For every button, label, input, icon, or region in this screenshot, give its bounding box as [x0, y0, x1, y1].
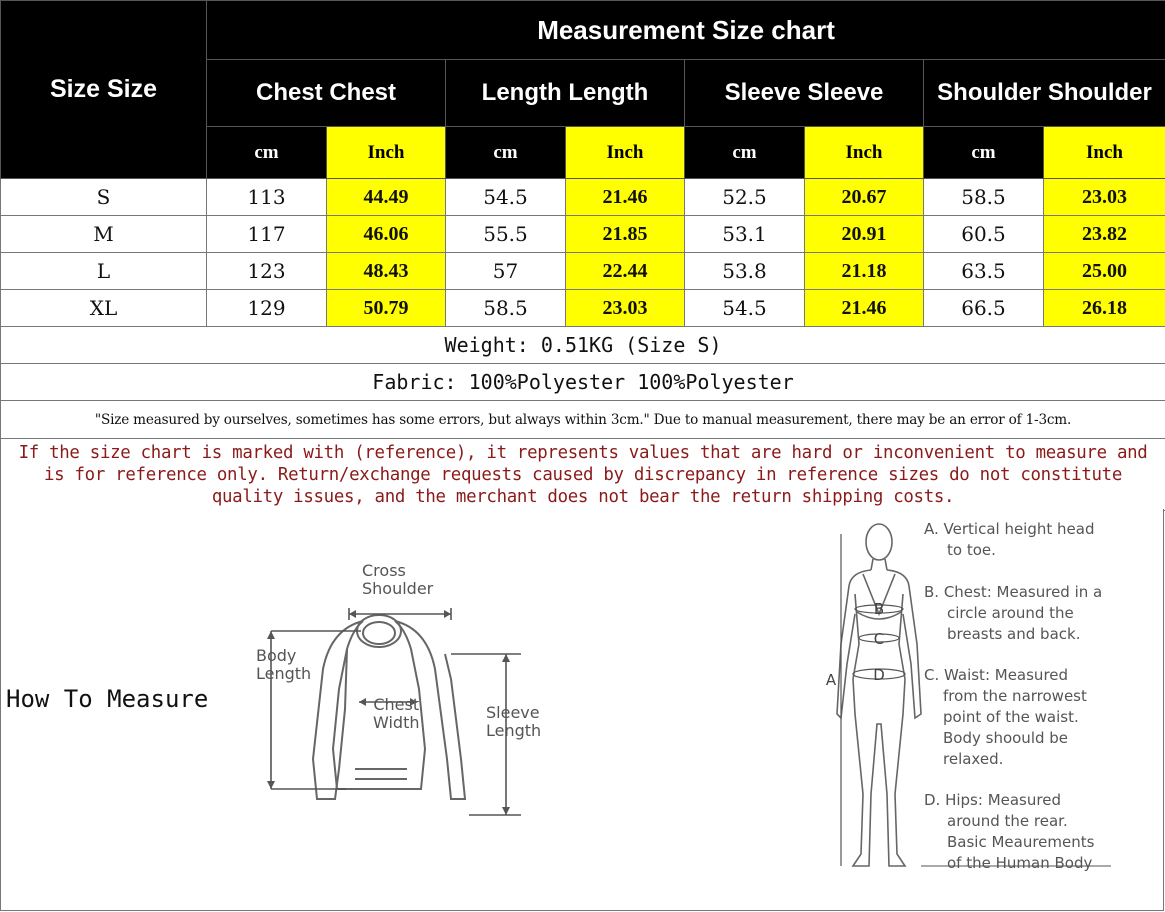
table-row [1, 290, 1165, 327]
cross-shoulder-label: Cross Shoulder [362, 561, 434, 598]
shoulder-inch: 23.03 [1044, 179, 1165, 216]
table-row [1, 253, 1165, 290]
measurement-note: "Size measured by ourselves, sometimes has some errors, but always within 3cm." Due to manual measurement, there may be an error of 1-3cm. [1, 401, 1165, 439]
length-inch: 23.03 [566, 290, 685, 327]
shoulder-inch: 23.82 [1044, 216, 1165, 253]
sleeve-header: Sleeve Sleeve [685, 60, 924, 127]
unit-cm: cm [685, 127, 805, 179]
length-cm: 58.5 [446, 290, 566, 327]
body-length-label: Body Length [256, 646, 312, 683]
chest-width-label: Chest Width [373, 695, 420, 732]
legend-c: C. Waist: Measured from the narrowest point of the waist. Body shoould be relaxed. [924, 666, 1087, 768]
shoulder-cm: 60.5 [924, 216, 1044, 253]
shoulder-header: Shoulder Shoulder [924, 60, 1165, 127]
unit-cm: cm [207, 127, 327, 179]
length-inch: 21.46 [566, 179, 685, 216]
length-cm: 57 [446, 253, 566, 290]
chest-cm: 113 [207, 179, 327, 216]
size-label: XL [1, 290, 207, 327]
chest-inch: 44.49 [327, 179, 446, 216]
sleeve-cm: 52.5 [685, 179, 805, 216]
length-cm: 55.5 [446, 216, 566, 253]
sleeve-length-label: Sleeve Length [486, 703, 542, 740]
sleeve-inch: 20.91 [805, 216, 924, 253]
legend-a: A. Vertical height head to toe. [924, 520, 1095, 559]
sleeve-cm: 53.1 [685, 216, 805, 253]
size-header: Size Size [1, 1, 207, 179]
sleeve-cm: 53.8 [685, 253, 805, 290]
chest-cm: 123 [207, 253, 327, 290]
chest-header: Chest Chest [207, 60, 446, 127]
shoulder-inch: 25.00 [1044, 253, 1165, 290]
marker-c: C [873, 630, 885, 648]
sleeve-cm: 54.5 [685, 290, 805, 327]
weight-row: Weight: 0.51KG (Size S) [1, 327, 1165, 364]
sweatshirt-diagram [251, 559, 551, 819]
reference-warning: If the size chart is marked with (reference), it represents values that are hard or inconvenient to measure and is for reference only. Return/exchange requests caused by discrepancy in reference sizes do not constitute quality issues, and the merchant does not bear the return shipping costs. [1, 439, 1165, 511]
chest-cm: 129 [207, 290, 327, 327]
how-to-measure-section [0, 509, 1164, 911]
length-inch: 22.44 [566, 253, 685, 290]
shoulder-inch: 26.18 [1044, 290, 1165, 327]
size-label: M [1, 216, 207, 253]
size-label: S [1, 179, 207, 216]
chart-title: Measurement Size chart [207, 1, 1165, 60]
sleeve-inch: 21.46 [805, 290, 924, 327]
unit-cm: cm [446, 127, 566, 179]
chest-inch: 46.06 [327, 216, 446, 253]
table-row [1, 216, 1165, 253]
length-cm: 54.5 [446, 179, 566, 216]
shoulder-cm: 66.5 [924, 290, 1044, 327]
chest-inch: 50.79 [327, 290, 446, 327]
chest-cm: 117 [207, 216, 327, 253]
legend-d: D. Hips: Measured around the rear. Basic Meaurements of the Human Body [924, 791, 1095, 872]
shoulder-cm: 63.5 [924, 253, 1044, 290]
marker-b: B [873, 600, 885, 618]
marker-a: A [825, 671, 837, 689]
sleeve-inch: 20.67 [805, 179, 924, 216]
shoulder-cm: 58.5 [924, 179, 1044, 216]
unit-inch: Inch [566, 127, 685, 179]
size-label: L [1, 253, 207, 290]
chest-inch: 48.43 [327, 253, 446, 290]
marker-d: D [873, 666, 885, 684]
unit-cm: cm [924, 127, 1044, 179]
unit-inch: Inch [805, 127, 924, 179]
length-header: Length Length [446, 60, 685, 127]
fabric-row: Fabric: 100%Polyester 100%Polyester [1, 364, 1165, 401]
unit-inch: Inch [327, 127, 446, 179]
how-to-measure-label: How To Measure [6, 685, 209, 713]
length-inch: 21.85 [566, 216, 685, 253]
human-body-diagram [811, 514, 921, 884]
table-row [1, 179, 1165, 216]
unit-inch: Inch [1044, 127, 1165, 179]
legend-b: B. Chest: Measured in a circle around the breasts and back. [924, 583, 1103, 643]
sleeve-inch: 21.18 [805, 253, 924, 290]
